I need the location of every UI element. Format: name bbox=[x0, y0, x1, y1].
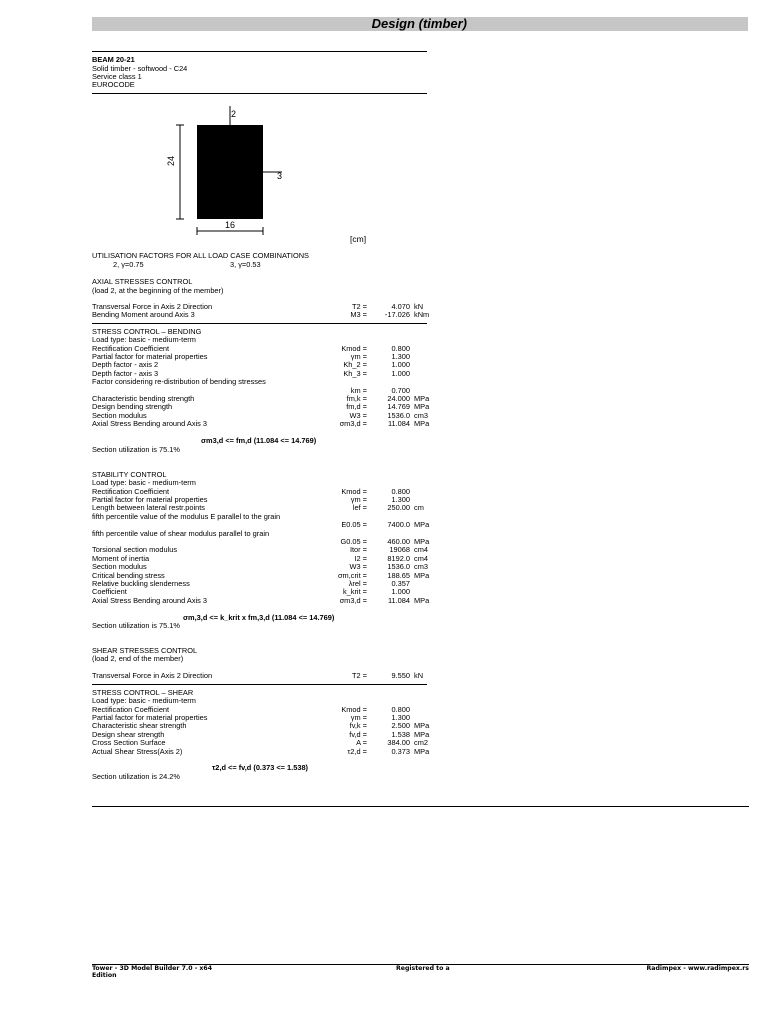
utilisation-title: UTILISATION FACTORS FOR ALL LOAD CASE COMBINATIONS bbox=[92, 251, 309, 260]
row-label: Factor considering re-distribution of bending stresses bbox=[92, 377, 266, 387]
row-symbol: M3 = bbox=[350, 309, 367, 319]
divider bbox=[92, 684, 427, 685]
row-unit: cm4 bbox=[414, 553, 428, 563]
row-symbol: km = bbox=[350, 385, 367, 395]
beam-name: BEAM 20-21 bbox=[92, 55, 135, 64]
divider bbox=[92, 93, 427, 94]
row-value: 1.000 bbox=[391, 360, 410, 370]
row-value: 1.538 bbox=[391, 729, 410, 739]
value-row bbox=[92, 378, 432, 386]
value-row bbox=[92, 513, 432, 521]
row-value: 0.800 bbox=[391, 343, 410, 353]
row-value: 1.000 bbox=[391, 368, 410, 378]
stability-load-type: Load type: basic - medium-term bbox=[92, 478, 196, 487]
row-label: Design shear strength bbox=[92, 729, 165, 739]
row-label: Actual Shear Stress(Axis 2) bbox=[92, 746, 183, 756]
row-label: Rectification Coefficient bbox=[92, 486, 170, 496]
value-row bbox=[92, 580, 432, 588]
shear-utilization: Section utilization is 24.2% bbox=[92, 772, 180, 781]
row-value: 384.00 bbox=[387, 738, 410, 748]
row-value: 4.070 bbox=[391, 301, 410, 311]
row-unit: cm4 bbox=[414, 545, 428, 555]
row-label: Critical bending stress bbox=[92, 570, 165, 580]
axial-title: AXIAL STRESSES CONTROL bbox=[92, 277, 193, 286]
row-label: Axial Stress Bending around Axis 3 bbox=[92, 595, 208, 605]
row-value: 19068 bbox=[389, 545, 410, 555]
row-value: 2.500 bbox=[391, 721, 410, 731]
stability-title: STABILITY CONTROL bbox=[92, 469, 167, 479]
shear-subtitle: (load 2, end of the member) bbox=[92, 654, 184, 663]
row-unit: MPa bbox=[414, 536, 430, 546]
height-label: 24 bbox=[166, 155, 176, 166]
page-title: Design (timber) bbox=[371, 16, 467, 31]
value-row bbox=[92, 672, 432, 680]
value-row bbox=[92, 311, 432, 319]
row-symbol: G0.05 = bbox=[340, 536, 367, 546]
row-symbol: W3 = bbox=[349, 562, 367, 572]
row-symbol: Kh_2 = bbox=[343, 360, 367, 370]
row-label: Transversal Force in Axis 2 Direction bbox=[92, 670, 213, 680]
width-label: 16 bbox=[225, 220, 236, 230]
footer-software-line1: Tower - 3D Model Builder 7.0 - x64 bbox=[92, 965, 213, 972]
row-label: Moment of inertia bbox=[92, 553, 150, 563]
row-value: -17.026 bbox=[384, 309, 410, 319]
row-label: Section modulus bbox=[92, 410, 147, 420]
row-label: Bending Moment around Axis 3 bbox=[92, 309, 195, 319]
row-value: 9.550 bbox=[391, 670, 410, 680]
beam-material: Solid timber - softwood - C24 bbox=[92, 63, 188, 73]
row-unit: MPa bbox=[414, 402, 430, 412]
row-unit: MPa bbox=[414, 729, 430, 739]
row-unit: cm3 bbox=[414, 410, 428, 420]
row-label: Characteristic bending strength bbox=[92, 393, 195, 403]
row-label: Section modulus bbox=[92, 562, 147, 572]
row-value: 1.300 bbox=[391, 351, 410, 361]
row-value: 0.373 bbox=[391, 746, 410, 756]
row-value: 1.300 bbox=[391, 712, 410, 722]
row-unit: MPa bbox=[414, 721, 430, 731]
row-label: Depth factor - axis 2 bbox=[92, 360, 159, 370]
row-value: 1.000 bbox=[391, 587, 410, 597]
row-value: 11.084 bbox=[387, 595, 410, 605]
row-unit: MPa bbox=[414, 419, 430, 429]
row-symbol: fv,k = bbox=[349, 721, 367, 731]
row-value: 1536.0 bbox=[387, 410, 410, 420]
row-unit: kNm bbox=[414, 309, 430, 319]
row-label: Coefficient bbox=[92, 587, 127, 597]
section-rectangle bbox=[197, 125, 263, 219]
row-symbol: γm = bbox=[350, 712, 367, 722]
shear-formula: τ2,d <= fv,d (0.373 <= 1.538) bbox=[212, 763, 309, 772]
row-symbol: fv,d = bbox=[349, 729, 367, 739]
value-row bbox=[92, 530, 432, 538]
row-symbol: fm,d = bbox=[346, 402, 367, 412]
row-symbol: σm3,d = bbox=[339, 595, 367, 605]
row-symbol: T2 = bbox=[352, 670, 367, 680]
row-symbol: k_krit = bbox=[342, 587, 367, 597]
row-symbol: τ2,d = bbox=[347, 746, 367, 756]
bending-utilization: Section utilization is 75.1% bbox=[92, 445, 180, 454]
shear-title: SHEAR STRESSES CONTROL bbox=[92, 645, 198, 655]
row-value: 14.769 bbox=[387, 402, 410, 412]
axial-subtitle: (load 2, at the beginning of the member) bbox=[92, 285, 224, 295]
row-value: 250.00 bbox=[387, 503, 410, 513]
beam-service-class: Service class 1 bbox=[92, 72, 142, 81]
row-symbol: W3 = bbox=[349, 410, 367, 420]
footer-registered: Registered to a bbox=[396, 965, 450, 972]
row-label: Rectification Coefficient bbox=[92, 704, 170, 714]
bending-title: STRESS CONTROL – BENDING bbox=[92, 326, 202, 336]
value-row bbox=[92, 420, 432, 428]
row-symbol: σm3,d = bbox=[339, 419, 367, 429]
row-value: 0.700 bbox=[391, 385, 410, 395]
row-symbol: I2 = bbox=[354, 553, 367, 563]
stability-formula: σm,3,d <= k_krit x fm,3,d (11.084 <= 14.769) bbox=[183, 612, 335, 622]
row-symbol: Kmod = bbox=[341, 486, 367, 496]
beam-code: EUROCODE bbox=[92, 80, 135, 89]
header-bar bbox=[92, 17, 748, 31]
utilisation-item: 2, γ=0.75 bbox=[113, 260, 144, 269]
bending-load-type: Load type: basic - medium-term bbox=[92, 335, 196, 344]
row-label: Relative buckling slenderness bbox=[92, 578, 190, 588]
row-label: fifth percentile value of shear modulus parallel to grain bbox=[92, 528, 270, 538]
row-symbol: lef = bbox=[352, 503, 367, 513]
row-symbol: Kmod = bbox=[341, 343, 367, 353]
row-label: Partial factor for material properties bbox=[92, 494, 208, 504]
stability-utilization: Section utilization is 75.1% bbox=[92, 621, 180, 630]
row-label: Partial factor for material properties bbox=[92, 712, 208, 722]
row-value: 0.800 bbox=[391, 486, 410, 496]
row-symbol: fm,k = bbox=[346, 393, 367, 403]
row-label: Rectification Coefficient bbox=[92, 343, 170, 353]
row-symbol: Kh_3 = bbox=[343, 368, 367, 378]
row-value: 8192.0 bbox=[387, 553, 410, 563]
row-symbol: Itor = bbox=[349, 545, 367, 555]
row-unit: MPa bbox=[414, 595, 430, 605]
axis-3-label: 3 bbox=[277, 171, 283, 181]
row-unit: MPa bbox=[414, 520, 430, 530]
row-label: Depth factor - axis 3 bbox=[92, 368, 159, 378]
row-value: 0.357 bbox=[391, 578, 410, 588]
row-label: fifth percentile value of the modulus E parallel to the grain bbox=[92, 511, 281, 521]
row-symbol: T2 = bbox=[352, 301, 367, 311]
row-symbol: γm = bbox=[350, 351, 367, 361]
row-label: Axial Stress Bending around Axis 3 bbox=[92, 419, 208, 429]
footer-vendor: Radimpex - www.radimpex.rs bbox=[646, 965, 749, 972]
divider bbox=[92, 323, 427, 324]
row-unit: cm2 bbox=[414, 738, 428, 748]
row-value: 1.300 bbox=[391, 494, 410, 504]
row-value: 11.084 bbox=[387, 419, 410, 429]
divider bbox=[92, 51, 427, 52]
row-value: 7400.0 bbox=[387, 520, 410, 530]
row-value: 0.800 bbox=[391, 704, 410, 714]
row-symbol: σm,crit = bbox=[338, 570, 367, 580]
row-unit: kN bbox=[414, 670, 424, 680]
row-unit: MPa bbox=[414, 746, 430, 756]
row-symbol: E0.05 = bbox=[341, 520, 367, 530]
row-label: Partial factor for material properties bbox=[92, 351, 208, 361]
row-value: 460.00 bbox=[387, 536, 410, 546]
row-value: 24.000 bbox=[387, 393, 410, 403]
row-symbol: Kmod = bbox=[341, 704, 367, 714]
row-unit: MPa bbox=[414, 393, 430, 403]
row-label: Transversal Force in Axis 2 Direction bbox=[92, 301, 213, 311]
axis-2-label: 2 bbox=[231, 109, 237, 119]
row-value: 1536.0 bbox=[387, 562, 410, 572]
row-label: Design bending strength bbox=[92, 402, 173, 412]
footer-software-line2: Edition bbox=[92, 971, 117, 979]
utilisation-item: 3, γ=0.53 bbox=[230, 260, 261, 269]
shear-control-load-type: Load type: basic - medium-term bbox=[92, 696, 196, 705]
row-label: Torsional section modulus bbox=[92, 545, 178, 555]
value-row bbox=[92, 597, 432, 605]
row-symbol: λrel = bbox=[348, 578, 367, 588]
row-unit: cm3 bbox=[414, 562, 428, 572]
row-label: Characteristic shear strength bbox=[92, 721, 187, 731]
divider bbox=[92, 806, 749, 807]
shear-control-title: STRESS CONTROL – SHEAR bbox=[92, 687, 194, 697]
row-unit: cm bbox=[414, 503, 424, 513]
row-value: 188.65 bbox=[387, 570, 410, 580]
row-symbol: A = bbox=[356, 738, 367, 748]
bending-formula: σm3,d <= fm,d (11.084 <= 14.769) bbox=[201, 435, 317, 445]
unit-label: [cm] bbox=[350, 234, 367, 244]
row-unit: MPa bbox=[414, 570, 430, 580]
value-row bbox=[92, 748, 432, 756]
row-unit: kN bbox=[414, 301, 424, 311]
footer-software bbox=[92, 966, 212, 979]
row-symbol: γm = bbox=[350, 494, 367, 504]
row-label: Length between lateral restr.points bbox=[92, 503, 205, 513]
row-label: Cross Section Surface bbox=[92, 738, 166, 748]
